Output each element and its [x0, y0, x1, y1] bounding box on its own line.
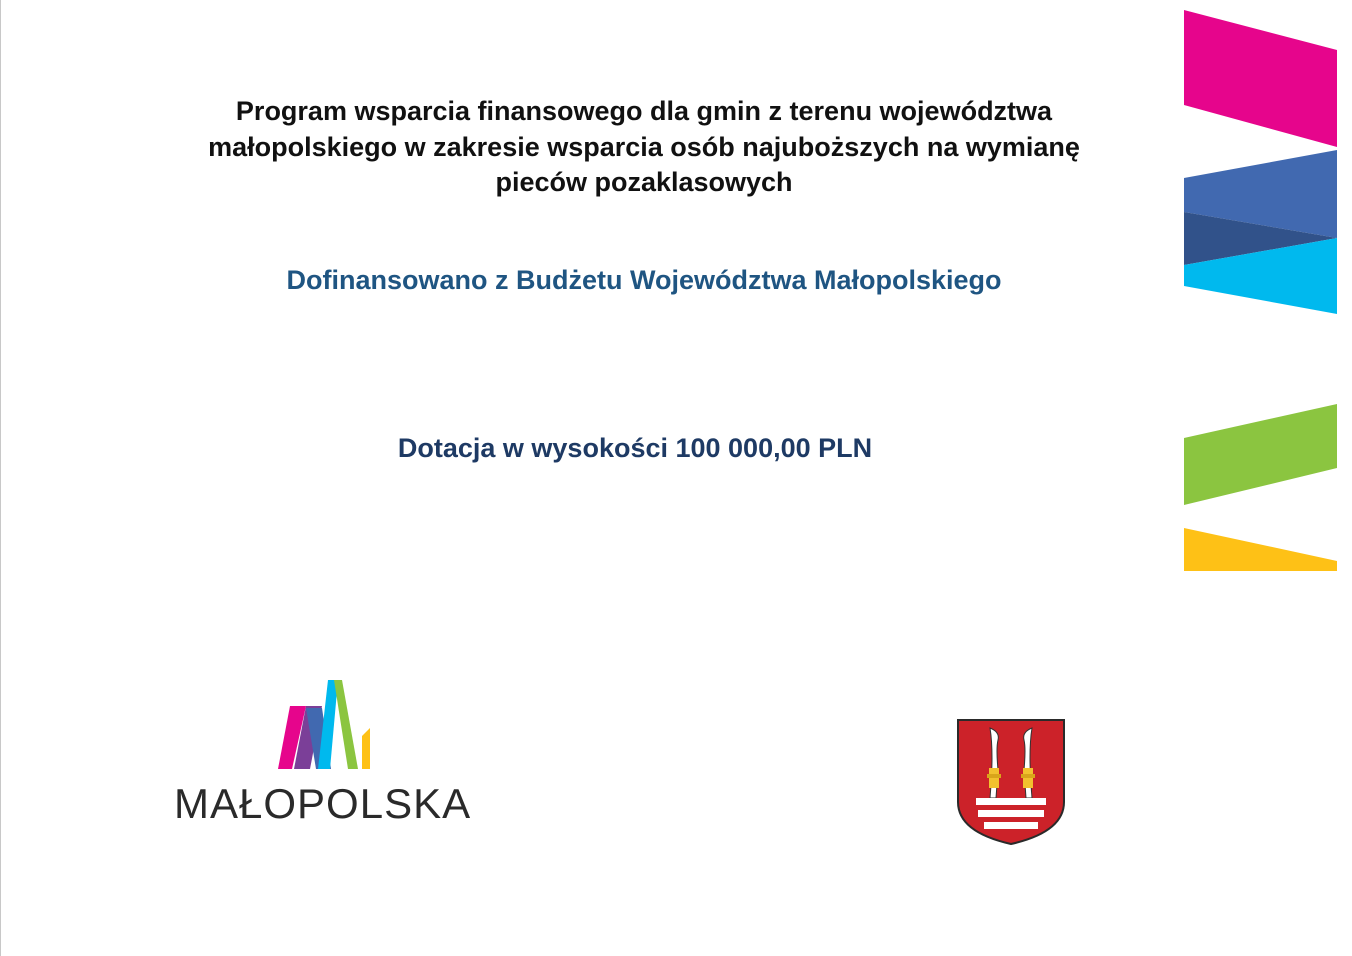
malopolska-m-logo-icon: [276, 676, 376, 772]
grant-amount: Dotacja w wysokości 100 000,00 PLN: [397, 433, 873, 463]
page-left-border: [0, 0, 1, 956]
municipal-coat-of-arms-icon: [956, 718, 1066, 846]
program-title-line-1: Program wsparcia finansowego dla gmin z terenu województwa: [235, 96, 1053, 126]
malopolska-wordmark: MAŁOPOLSKA: [174, 780, 472, 827]
program-title-line-2: małopolskiego w zakresie wsparcia osób najuboższych na wymianę: [208, 131, 1080, 162]
yellow-stripe: [1184, 528, 1337, 571]
program-title-line-3: pieców pozaklasowych: [495, 167, 793, 197]
funding-statement: Dofinansowano z Budżetu Województwa Małopolskiego: [286, 265, 1002, 295]
magenta-stripe: [1184, 10, 1337, 147]
green-stripe: [1184, 404, 1337, 505]
program-title: [160, 94, 1128, 201]
decorative-stripes-icon: [1184, 0, 1352, 600]
